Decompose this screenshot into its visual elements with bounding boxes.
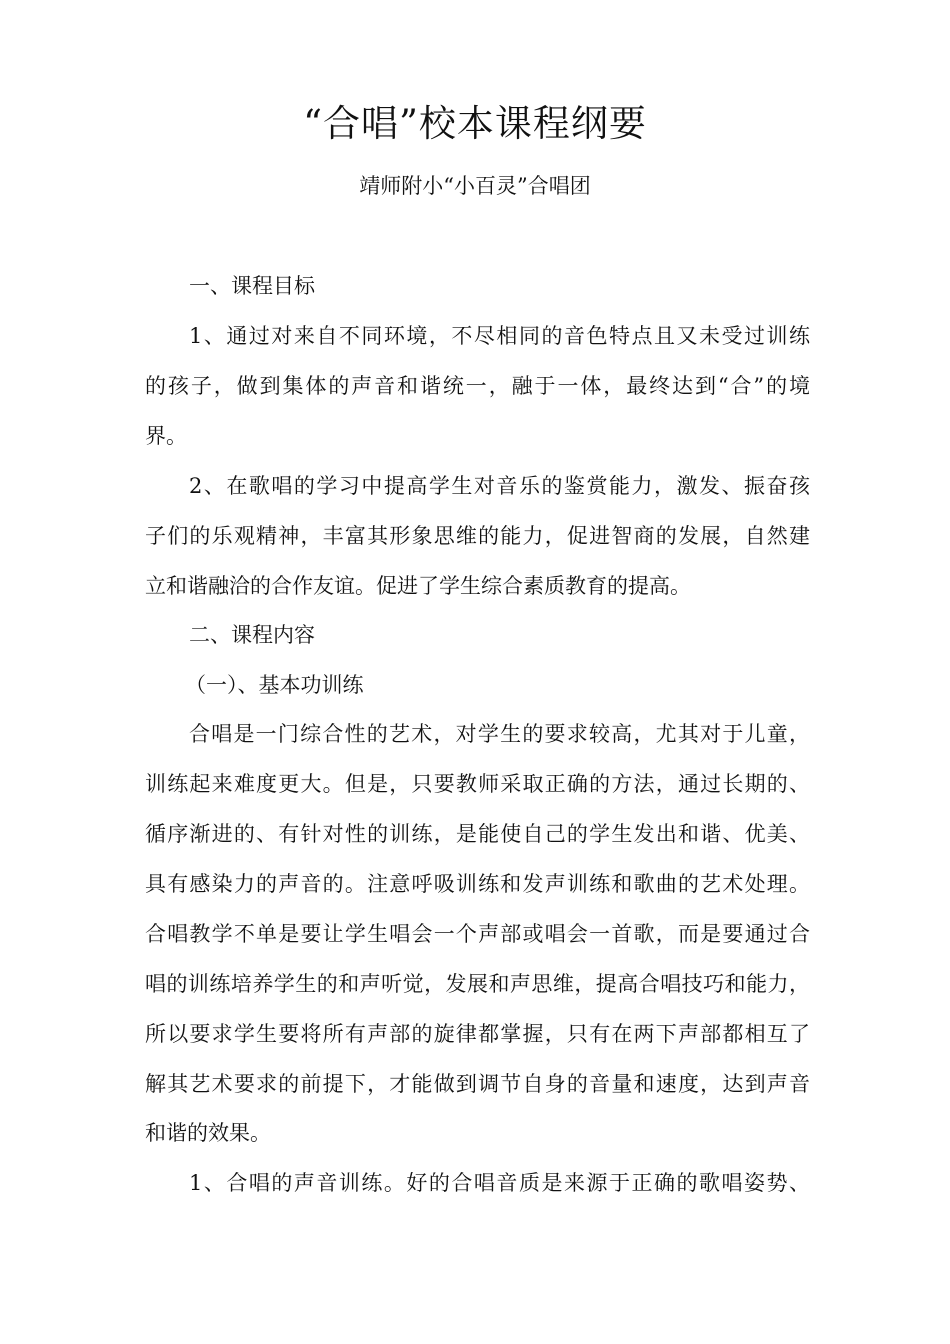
- section-heading-content: 二、课程内容: [189, 623, 315, 647]
- paragraph-line: 训练起来难度更大。但是，只要教师采取正确的方法，通过长期的、: [145, 772, 810, 796]
- paragraph-line: 解其艺术要求的前提下，才能做到调节自身的音量和速度，达到声音: [145, 1072, 810, 1096]
- paragraph-line: 1、合唱的声音训练。好的合唱音质是来源于正确的歌唱姿势、: [189, 1171, 810, 1195]
- paragraph-line: 和谐的效果。: [145, 1121, 271, 1145]
- paragraph-line: 具有感染力的声音的。注意呼吸训练和发声训练和歌曲的艺术处理。: [145, 872, 810, 896]
- paragraph-line: 所以要求学生要将所有声部的旋律都掌握，只有在两下声部都相互了: [145, 1022, 810, 1046]
- document-subtitle: 靖师附小“小百灵”合唱团: [359, 174, 591, 198]
- paragraph-line: 的孩子，做到集体的声音和谐统一，融于一体，最终达到“合”的境: [145, 374, 810, 398]
- paragraph-line: 1、通过对来自不同环境，不尽相同的音色特点且又未受过训练: [189, 324, 810, 348]
- section-heading-goals: 一、课程目标: [189, 274, 315, 298]
- document-title: “合唱”校本课程纲要: [303, 102, 647, 145]
- paragraph-line: 2、在歌唱的学习中提高学生对音乐的鉴赏能力，激发、振奋孩: [189, 474, 810, 498]
- paragraph-line: 子们的乐观精神，丰富其形象思维的能力，促进智商的发展，自然建: [145, 524, 810, 548]
- paragraph-line: 界。: [145, 424, 187, 448]
- paragraph-line: 合唱教学不单是要让学生唱会一个声部或唱会一首歌，而是要通过合: [145, 922, 810, 946]
- subsection-heading: （一）、基本功训练: [185, 673, 364, 697]
- paragraph-line: 循序渐进的、有针对性的训练，是能使自己的学生发出和谐、优美、: [145, 822, 810, 846]
- paragraph-line: 立和谐融洽的合作友谊。促进了学生综合素质教育的提高。: [145, 574, 691, 598]
- paragraph-line: 唱的训练培养学生的和声听觉，发展和声思维，提高合唱技巧和能力，: [145, 972, 810, 996]
- paragraph-line: 合唱是一门综合性的艺术，对学生的要求较高，尤其对于儿童，: [189, 722, 810, 746]
